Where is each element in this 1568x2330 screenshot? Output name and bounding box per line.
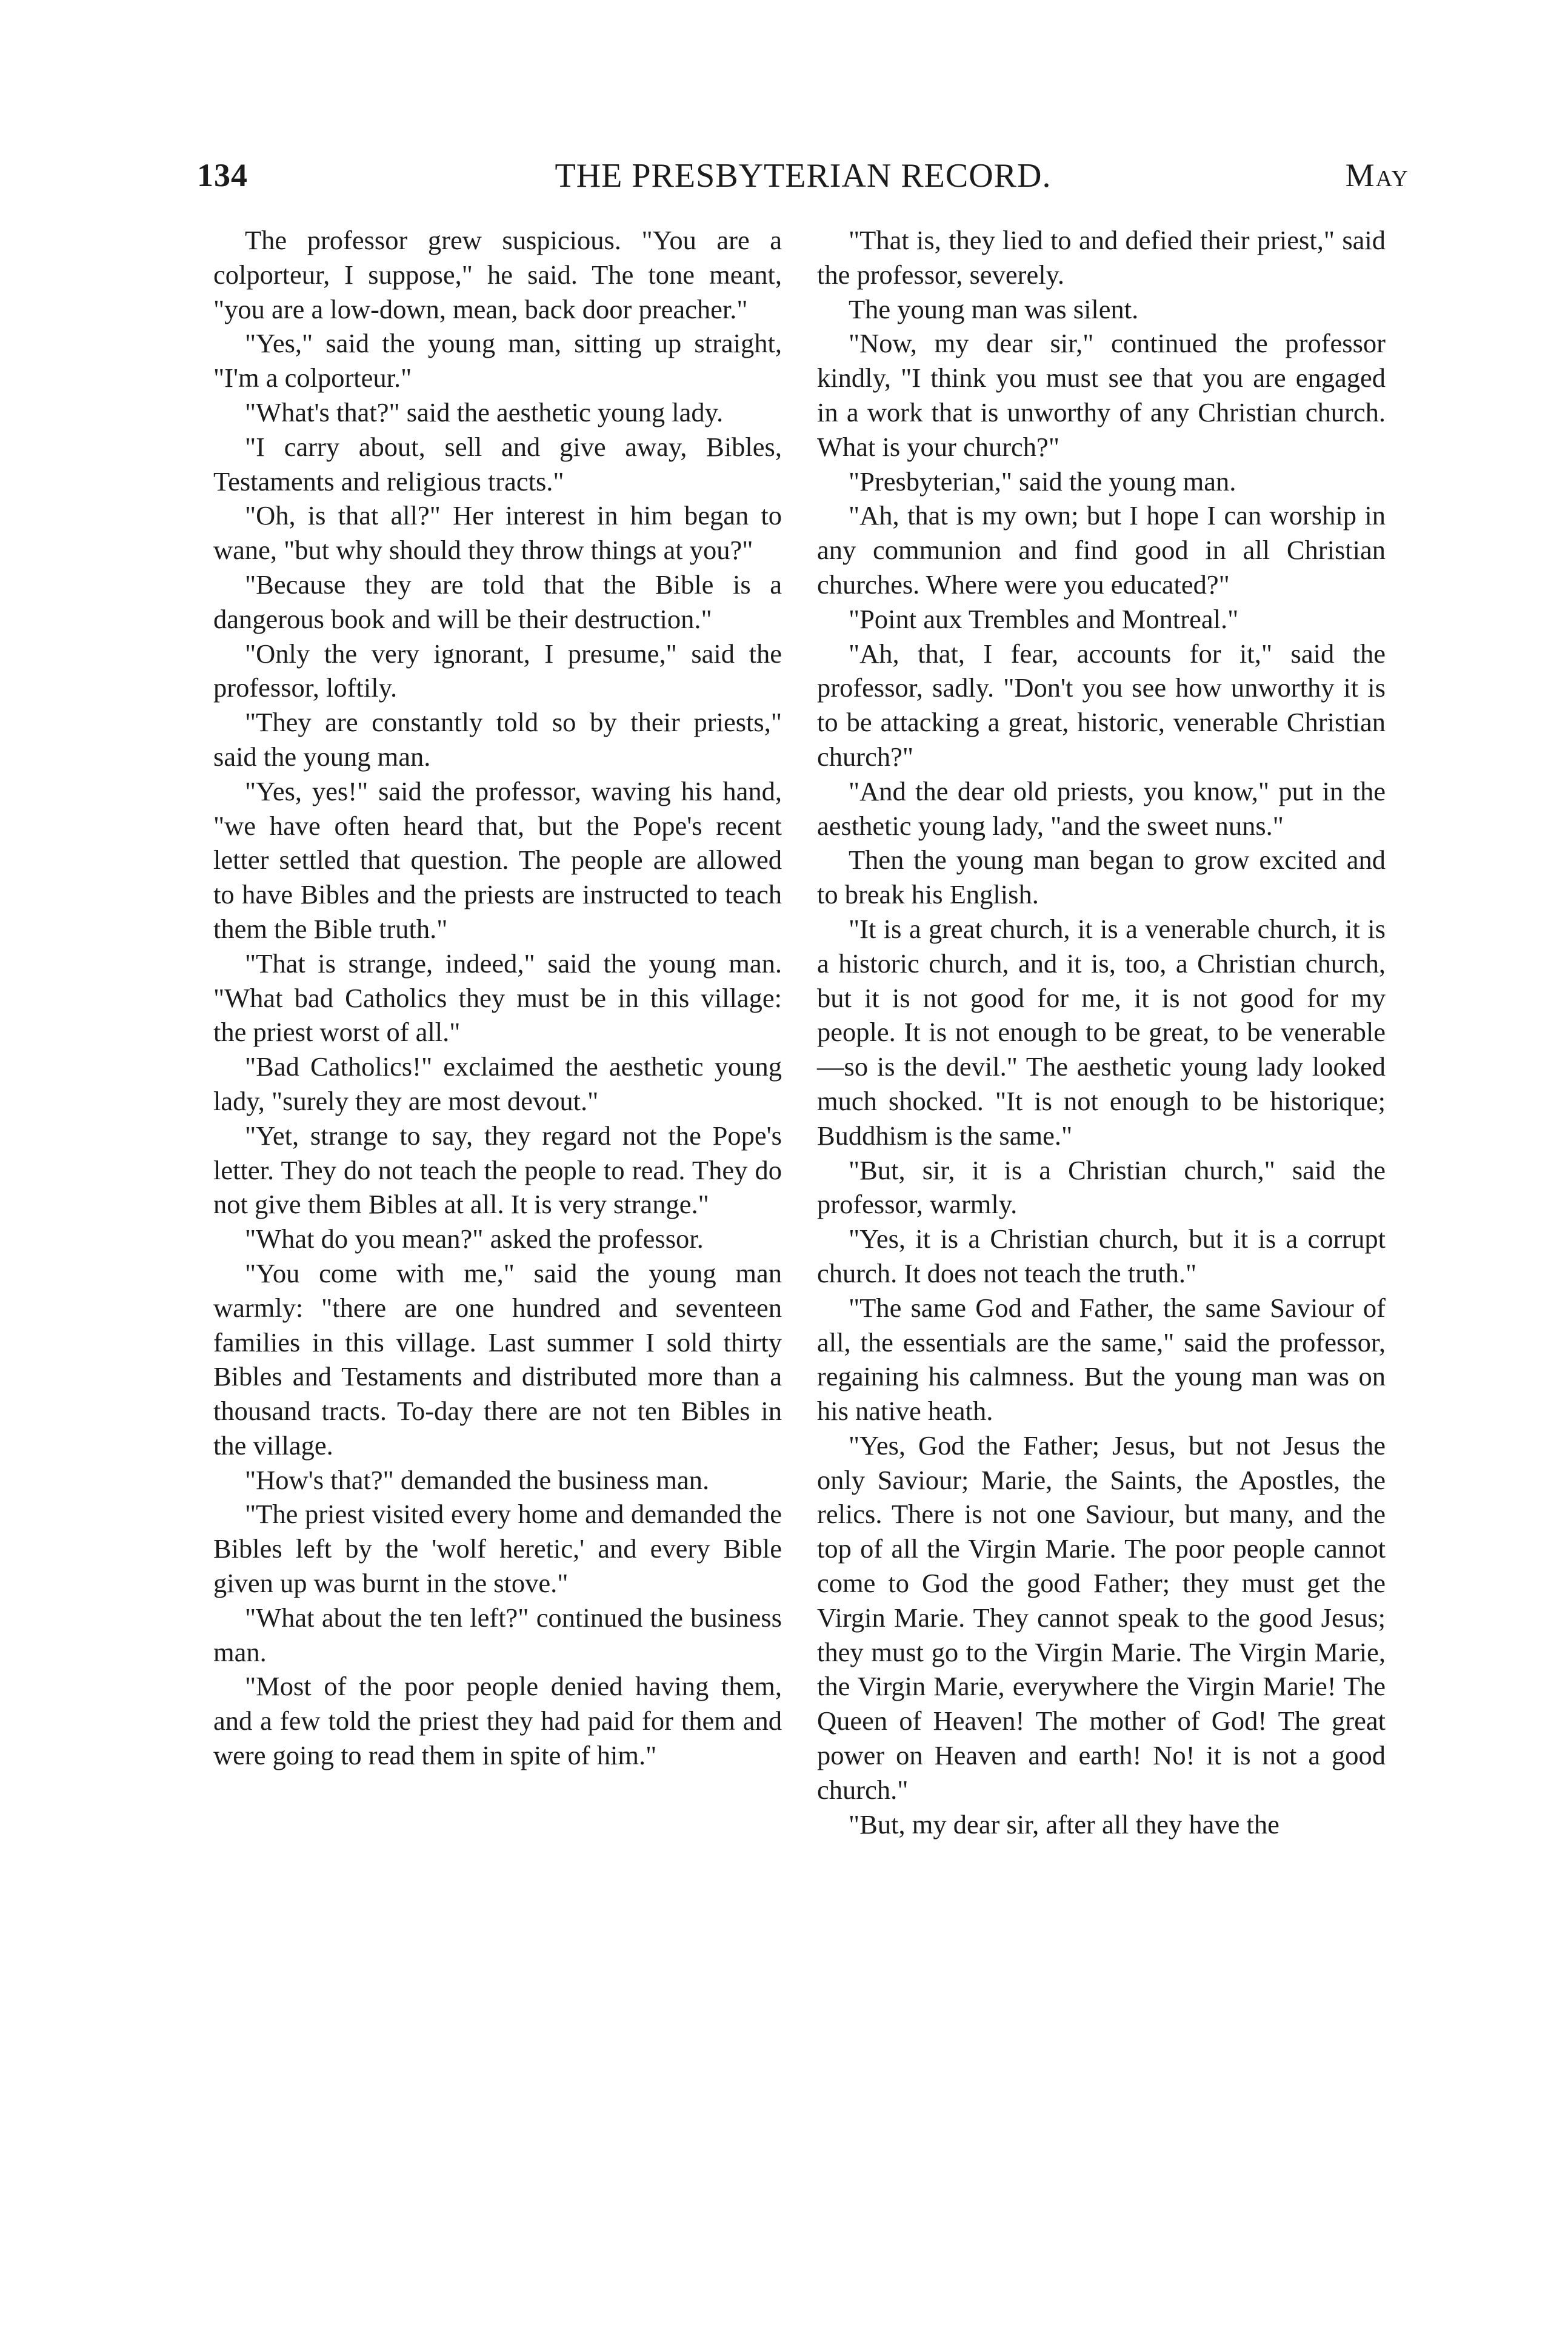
paragraph: "Oh, is that all?" Her interest in him began to wane, "but why should they throw things at you?" (213, 500, 782, 566)
paragraph: "That is strange, indeed," said the young man. "What bad Catholics they must be in this village: the priest worst of all." (213, 948, 782, 1048)
paragraph: "What do you mean?" asked the professor. (245, 1224, 704, 1254)
paragraph: "But, sir, it is a Christian church," said the professor, warmly. (817, 1154, 1386, 1220)
page-number: 134 (197, 157, 248, 193)
paragraph: Then the young man began to grow excited and to break his English. (817, 845, 1386, 910)
paragraph: "Ah, that, I fear, accounts for it," said the professor, sadly. "Don't you see how unworthy it is to be attacking a great, historic, venerable Christian church?" (817, 638, 1386, 772)
paragraph: The young man was silent. (849, 293, 1139, 324)
paragraph: "Most of the poor people denied having them, and a few told the priest they had paid for them and were going to read them in spite of him." (213, 1671, 782, 1771)
paragraph: "What's that?" said the aesthetic young lady. (245, 397, 724, 427)
paragraph: "I carry about, sell and give away, Bibles, Testaments and religious tracts." (213, 431, 782, 497)
paragraph: "Yes, yes!" said the professor, waving his hand, "we have often heard that, but the Pope's recent letter settled that question. The people are allowed to have Bibles and the priests are instructed to teach them the Bible truth." (213, 775, 782, 944)
issue-month: May (1345, 157, 1409, 193)
paragraph: "The priest visited every home and demanded the Bibles left by the 'wolf heretic,' and every Bible given up was burnt in the stove." (213, 1499, 782, 1599)
left-column (213, 223, 782, 1773)
paragraph: "You come with me," said the young man warmly: "there are one hundred and seventeen families in this village. Last summer I sold thirty Bibles and Testaments and distributed more than a thousand tracts. To-day there are not ten Bibles in the village. (213, 1257, 782, 1461)
paragraph: "Yes," said the young man, sitting up straight, "I'm a colporteur." (213, 328, 782, 393)
paragraph: "The same God and Father, the same Saviour of all, the essentials are the same," said the professor, regaining his calmness. But the young man was on his native heath. (817, 1292, 1386, 1427)
paragraph: "Yes, God the Father; Jesus, but not Jesus the only Saviour; Marie, the Saints, the Apostles, the relics. There is not one Saviour, but many, and the top of all the Virgin Marie. The poor people cannot come to God the good Father; they must get the Virgin Marie. They cannot speak to the good Jesus; they must go to the Virgin Marie. The Virgin Marie, the Virgin Marie, everywhere the Virgin Marie! The Queen of Heaven! The mother of God! The great power on Heaven and earth! No! it is not a good church." (817, 1430, 1386, 1805)
paragraph: "That is, they lied to and defied their priest," said the professor, severely. (817, 225, 1386, 290)
paragraph: "How's that?" demanded the business man. (245, 1464, 710, 1495)
paragraph: "Yes, it is a Christian church, but it is a corrupt church. It does not teach the truth." (817, 1224, 1386, 1288)
journal-title: THE PRESBYTERIAN RECORD. (555, 157, 1052, 195)
paragraph: The professor grew suspicious. "You are a colporteur, I suppose," he said. The tone meant, "you are a low-down, mean, back door preacher." (213, 225, 782, 324)
paragraph: "It is a great church, it is a venerable church, it is a historic church, and it is, too, a Christian church, but it is not good for me, it is not good for my people. It is not enough to be great, to be venerable—so is the devil." The aesthetic young lady looked much shocked. "It is not enough to be historique; Buddhism is the same." (817, 913, 1386, 1151)
paragraph: "But, my dear sir, after all they have the (849, 1809, 1279, 1840)
paragraph: "And the dear old priests, you know," put in the aesthetic young lady, "and the sweet nuns." (817, 775, 1386, 841)
paragraph: "Now, my dear sir," continued the professor kindly, "I think you must see that you are engaged in a work that is unworthy of any Christian church. What is your church?" (817, 328, 1386, 462)
paragraph: "Point aux Trembles and Montreal." (849, 603, 1239, 634)
paragraph: "Bad Catholics!" exclaimed the aesthetic young lady, "surely they are most devout." (213, 1051, 782, 1116)
paragraph: "Presbyterian," said the young man. (849, 466, 1236, 497)
paragraph: "Ah, that is my own; but I hope I can worship in any communion and find good in all Christian churches. Where were you educated?" (817, 500, 1386, 600)
paragraph: "Only the very ignorant, I presume," said the professor, loftily. (213, 638, 782, 703)
paragraph: "They are constantly told so by their priests," said the young man. (213, 707, 782, 772)
paragraph: "Yet, strange to say, they regard not the Pope's letter. They do not teach the people to read. They do not give them Bibles at all. It is very strange." (213, 1120, 782, 1220)
paragraph: "Because they are told that the Bible is a dangerous book and will be their destruction." (213, 569, 782, 634)
paragraph: "What about the ten left?" continued the business man. (213, 1602, 782, 1667)
running-header (197, 156, 1409, 205)
right-column (817, 223, 1386, 1841)
